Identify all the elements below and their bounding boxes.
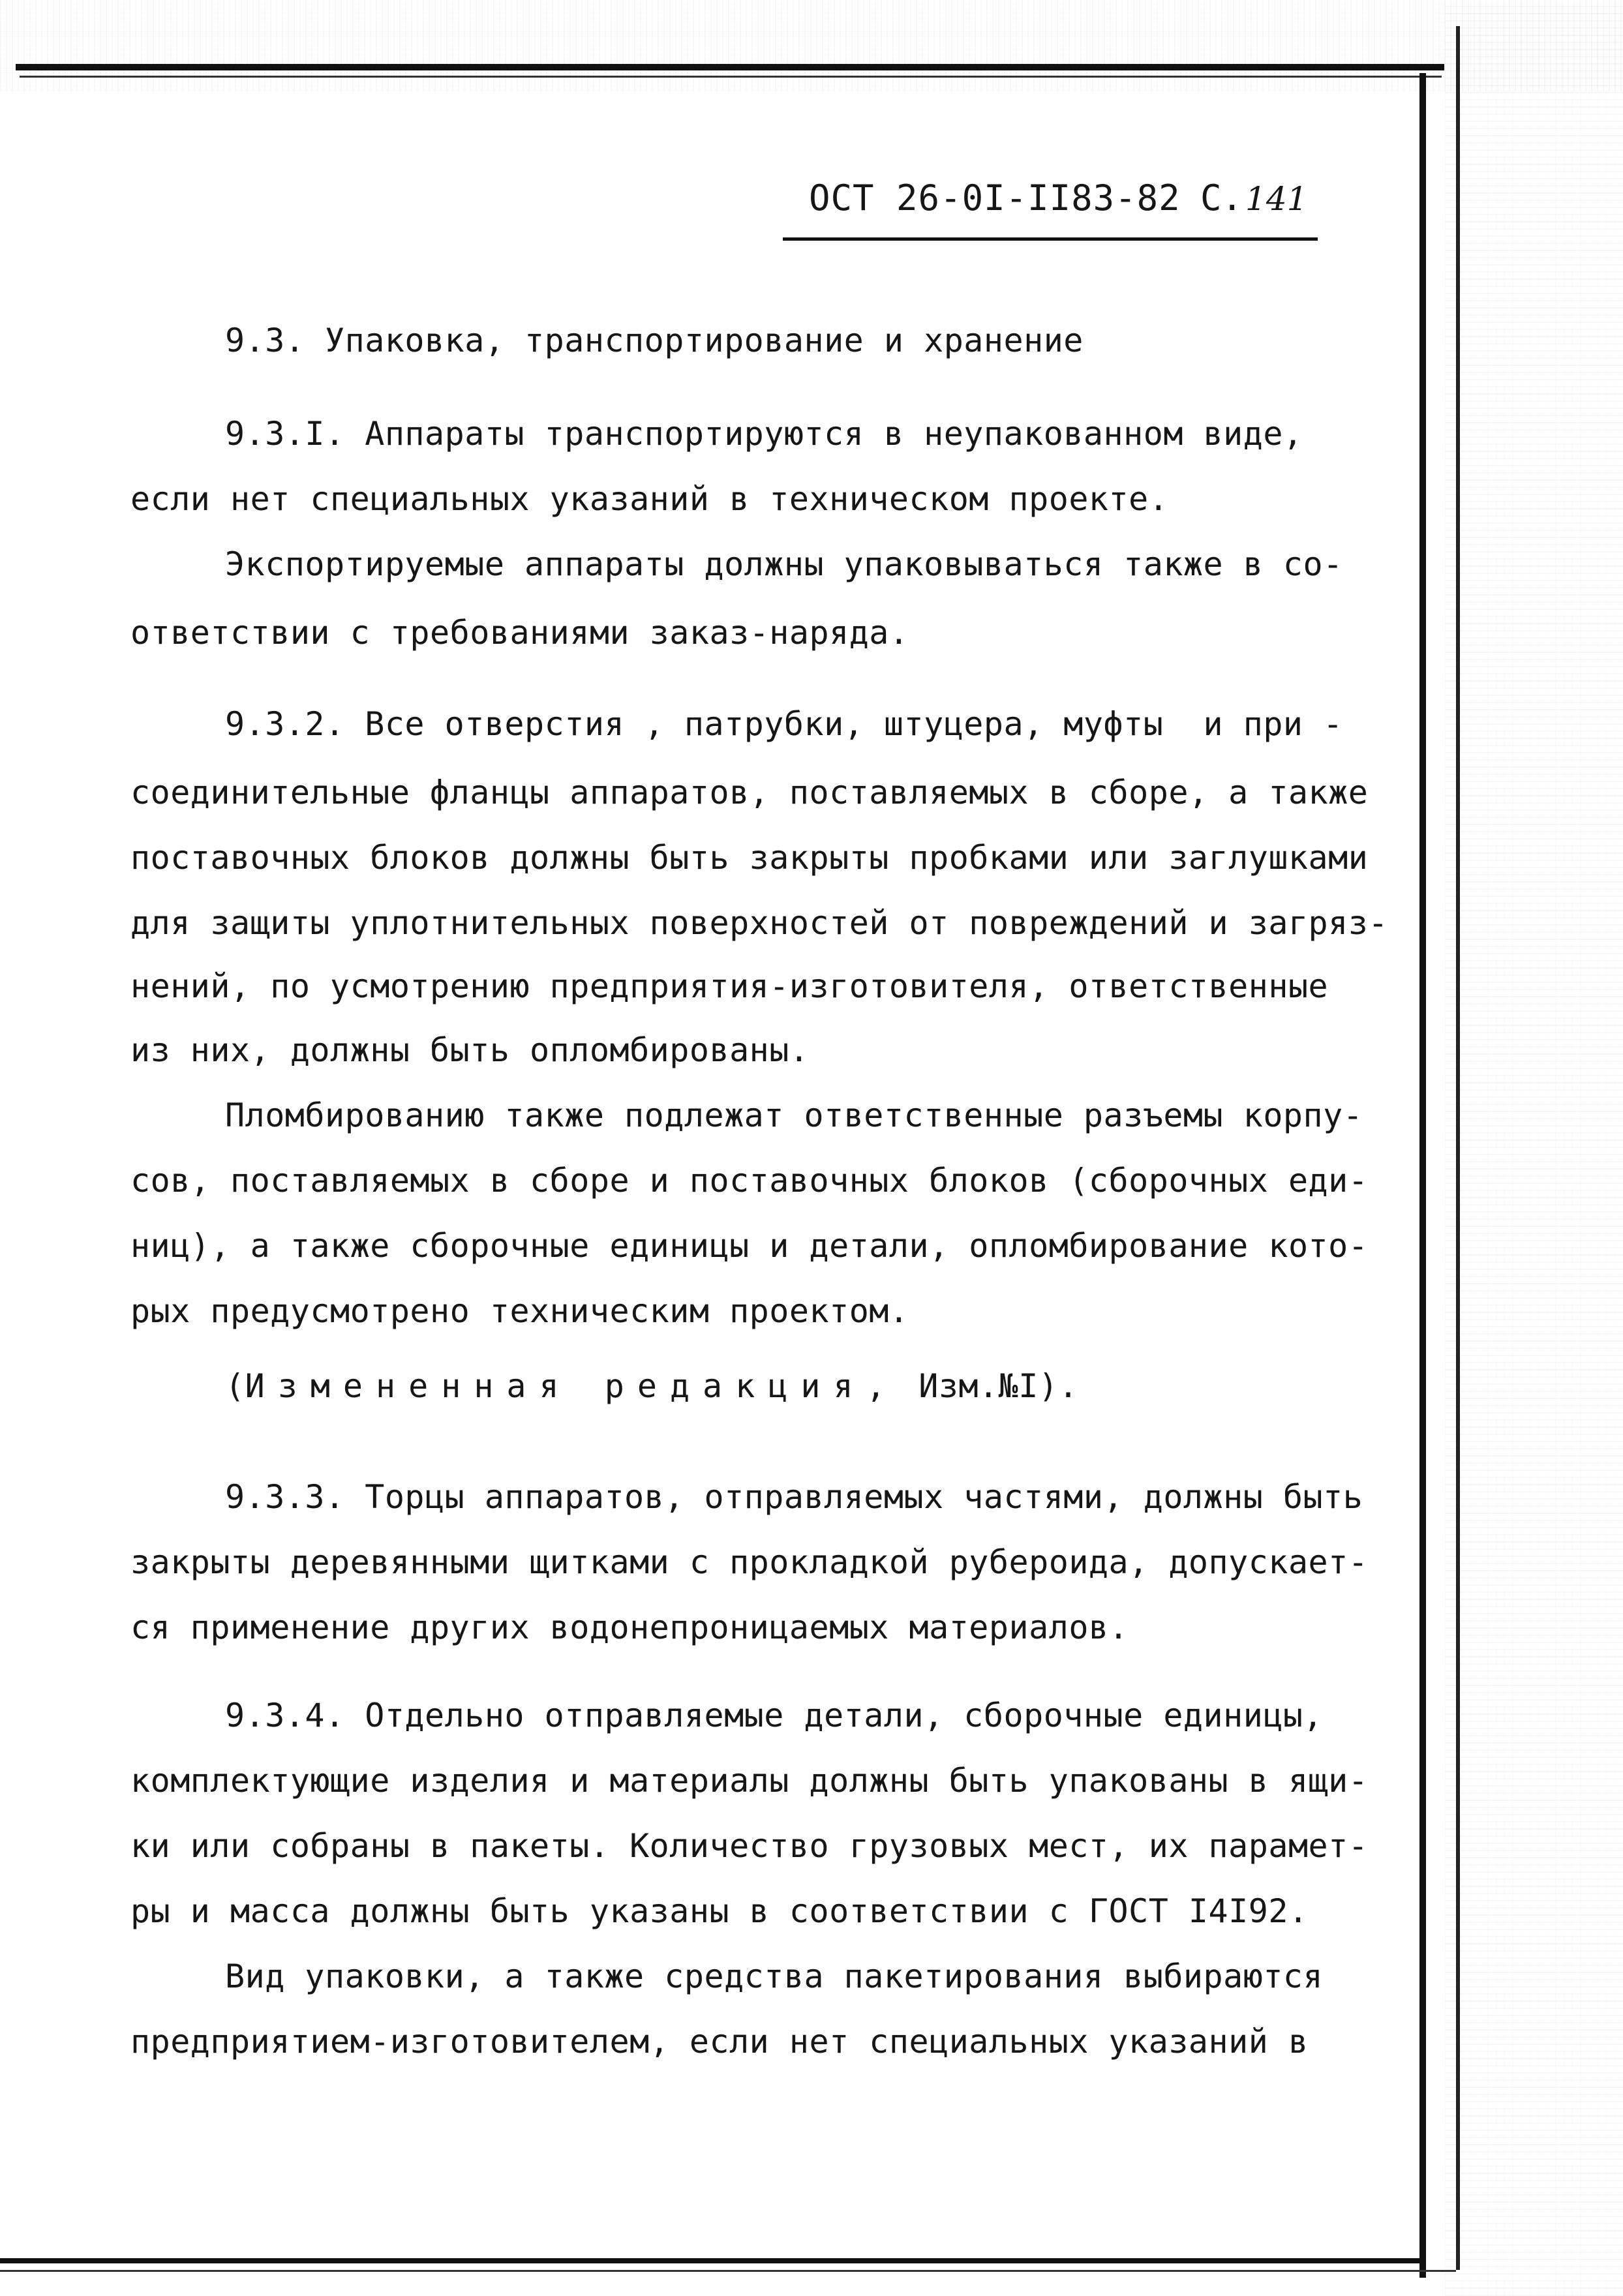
section-heading: 9.3. Упаковка, транспортирование и хранение bbox=[225, 322, 1084, 359]
paragraph-line: нений, по усмотрению предприятия-изготовителя, ответственные bbox=[130, 967, 1329, 1005]
amendment-tail-text: Изм.№I). bbox=[898, 1367, 1079, 1405]
paragraph-line: ры и масса должны быть указаны в соответствии с ГОСТ I4I92. bbox=[130, 1892, 1309, 1930]
frame-border-bottom-outer bbox=[0, 2270, 1456, 2272]
header-underline bbox=[783, 237, 1318, 241]
frame-border-top-inner bbox=[20, 76, 1442, 78]
paragraph-line: поставочных блоков должны быть закрыты пробками или заглушками bbox=[130, 839, 1369, 877]
frame-border-top bbox=[16, 64, 1444, 70]
paragraph-line: Пломбированию также подлежат ответственные разъемы корпу- bbox=[225, 1096, 1363, 1134]
page-number-handwritten: 141 bbox=[1245, 180, 1308, 218]
paragraph-line: ся применение других водонепроницаемых материалов. bbox=[130, 1609, 1129, 1646]
paragraph-line: предприятием-изготовителем, если нет специальных указаний в bbox=[130, 2023, 1309, 2061]
paragraph-line: ки или собраны в пакеты. Количество грузовых мест, их парамет- bbox=[130, 1827, 1369, 1865]
page-number-label bbox=[1200, 177, 1307, 219]
frame-border-right bbox=[1419, 73, 1426, 2278]
paragraph-line: закрыты деревянными щитками с прокладкой рубероида, допускает- bbox=[130, 1543, 1369, 1581]
paragraph-line: соединительные фланцы аппаратов, поставляемых в сборе, а также bbox=[130, 774, 1369, 811]
amendment-spaced-text: Измененная редакция, bbox=[245, 1367, 899, 1405]
paragraph-line: 9.3.3. Торцы аппаратов, отправляемых частями, должны быть bbox=[225, 1478, 1363, 1516]
page-header bbox=[783, 177, 1318, 230]
paragraph-line: из них, должны быть опломбированы. bbox=[130, 1031, 810, 1069]
paragraph-line: если нет специальных указаний в техническом проекте. bbox=[130, 480, 1169, 518]
paragraph-line: 9.3.2. Все отверстия , патрубки, штуцера, муфты и при - bbox=[225, 705, 1343, 743]
paragraph-line: ниц), а также сборочные единицы и детали, опломбирование кото- bbox=[130, 1227, 1369, 1265]
paragraph-line: 9.3.I. Аппараты транспортируются в неупакованном виде, bbox=[225, 415, 1303, 453]
frame-border-bottom bbox=[0, 2258, 1426, 2263]
paragraph-line: Вид упаковки, а также средства пакетирования выбираются bbox=[225, 1957, 1324, 1995]
amendment-note: (Измененная редакция, Изм.№I). bbox=[225, 1367, 1079, 1405]
document-code: ОСТ 26-0I-II83-82 bbox=[809, 177, 1181, 219]
paragraph-line: Экспортируемые аппараты должны упаковываться также в со- bbox=[225, 545, 1343, 583]
paragraph-line: сов, поставляемых в сборе и поставочных блоков (сборочных еди- bbox=[130, 1162, 1369, 1200]
page-prefix: С. bbox=[1200, 177, 1243, 219]
paragraph-line: ответствии с требованиями заказ-наряда. bbox=[130, 614, 909, 652]
frame-border-right-outer bbox=[1456, 26, 1460, 2270]
paragraph-line: комплектующие изделия и материалы должны быть упакованы в ящи- bbox=[130, 1762, 1369, 1800]
paragraph-line: 9.3.4. Отдельно отправляемые детали, сборочные единицы, bbox=[225, 1697, 1324, 1734]
scan-noise-top bbox=[0, 0, 1623, 91]
scan-noise-right bbox=[1445, 0, 1623, 2296]
paragraph-line: для защиты уплотнительных поверхностей от повреждений и загряз- bbox=[130, 904, 1388, 942]
paragraph-line: рых предусмотрено техническим проектом. bbox=[130, 1292, 909, 1330]
